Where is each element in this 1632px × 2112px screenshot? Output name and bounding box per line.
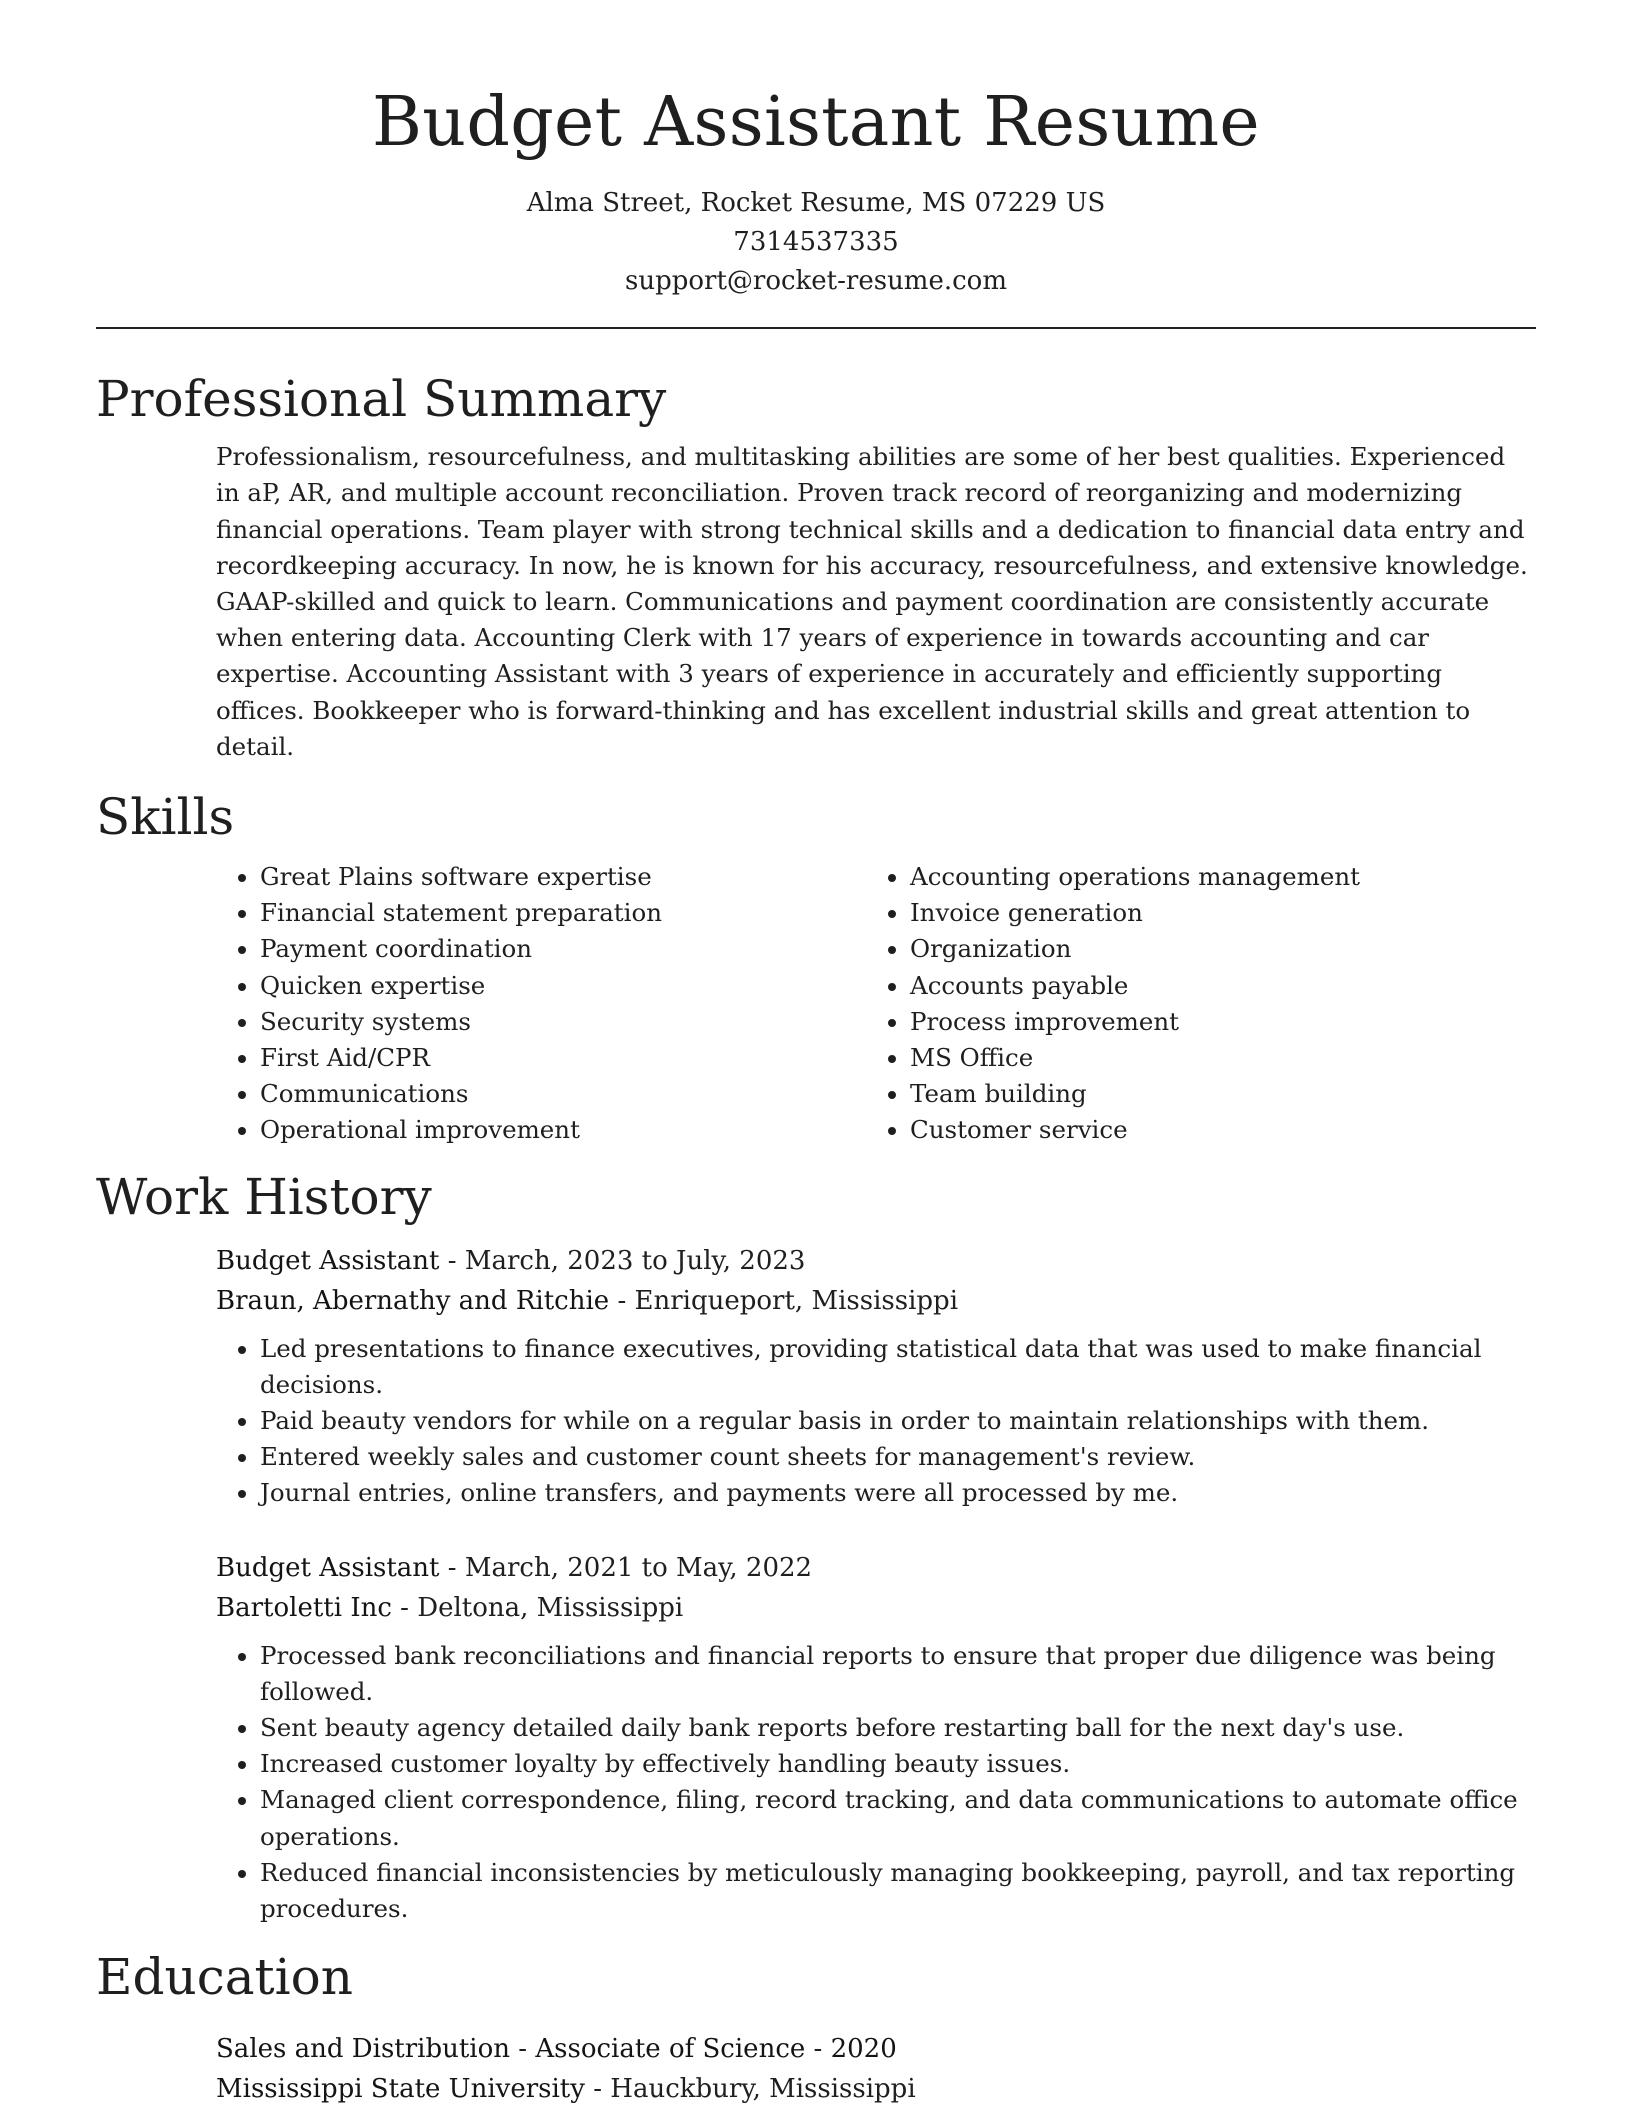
edu-year: 2020 xyxy=(830,2034,897,2065)
skill-item: • Invoice generation xyxy=(910,895,1516,931)
job-title-line xyxy=(216,1241,1536,1281)
duty-item: • Reduced financial inconsistencies by meticulously managing bookkeeping, payroll, and tax reporting procedures. xyxy=(260,1855,1536,1927)
job-company-line xyxy=(216,1588,1536,1628)
edu-field: Sales and Distribution xyxy=(216,2034,511,2065)
separator: - xyxy=(447,1552,465,1583)
resume-header xyxy=(96,0,1536,301)
separator: - xyxy=(593,2074,611,2105)
education-entry xyxy=(216,2029,1536,2109)
skill-item: • MS Office xyxy=(910,1040,1516,1076)
summary-heading: Professional Summary xyxy=(96,370,667,429)
education-heading: Education xyxy=(96,1948,353,2007)
job-duties xyxy=(216,1638,1536,1928)
job-title-line xyxy=(216,1548,1536,1588)
duty-item: • Processed bank reconciliations and financial reports to ensure that proper due diligence was being followed. xyxy=(260,1638,1536,1710)
degree-line xyxy=(216,2029,1536,2069)
job-entry xyxy=(216,1548,1536,1928)
skill-item: • Operational improvement xyxy=(260,1112,866,1148)
skills-column-left xyxy=(216,859,866,1149)
job-dates: March, 2021 to May, 2022 xyxy=(464,1552,813,1583)
job-company: Braun, Abernathy and Ritchie xyxy=(216,1285,610,1316)
skill-item: • Communications xyxy=(260,1076,866,1112)
skill-item: • Accounts payable xyxy=(910,968,1516,1004)
job-location: Enriqueport, Mississippi xyxy=(634,1285,959,1316)
school-line xyxy=(216,2069,1536,2109)
email: support@rocket-resume.com xyxy=(624,266,1007,297)
work-history-heading: Work History xyxy=(96,1167,432,1226)
job-company: Bartoletti Inc xyxy=(216,1592,392,1623)
skill-item: • Organization xyxy=(910,931,1516,967)
duty-item: • Led presentations to finance executives, providing statistical data that was used to make financial decisions. xyxy=(260,1331,1536,1403)
skill-item: • Customer service xyxy=(910,1112,1516,1148)
skills-column-right xyxy=(866,859,1516,1149)
job-company-line xyxy=(216,1281,1536,1321)
duty-item: • Managed client correspondence, filing, record tracking, and data communications to automate office operations. xyxy=(260,1782,1536,1854)
separator: - xyxy=(447,1245,465,1276)
duty-item: • Journal entries, online transfers, and payments were all processed by me. xyxy=(260,1475,1536,1511)
edu-degree: Associate of Science xyxy=(535,2034,806,2065)
summary-text: Professionalism, resourcefulness, and multitasking abilities are some of her best qualities. Experienced in aP, AR, and multiple account reconciliation. Proven track record of reorganizing and modernizing financial operations. Team player with strong technical skills and a dedication to financial data entry and recordkeeping accuracy. In now, he is known for his accuracy, resourcefulness, and extensive knowledge. GAAP-skilled and quick to learn. Communications and payment coordination are consistently accurate when entering data. Accounting Clerk with 17 years of experience in towards accounting and car expertise. Accounting Assistant with 3 years of experience in accurately and efficiently supporting offices. Bookkeeper who is forward-thinking and has excellent industrial skills and great attention to detail. xyxy=(216,442,1528,761)
separator: - xyxy=(617,1285,635,1316)
skills-list xyxy=(96,859,1536,1149)
separator: - xyxy=(400,1592,418,1623)
skill-item: • Great Plains software expertise xyxy=(260,859,866,895)
edu-school: Mississippi State University xyxy=(216,2074,585,2105)
duty-item: • Entered weekly sales and customer count sheets for management's review. xyxy=(260,1439,1536,1475)
skill-item: • Payment coordination xyxy=(260,931,866,967)
job-location: Deltona, Mississippi xyxy=(417,1592,684,1623)
skill-item: • Security systems xyxy=(260,1004,866,1040)
phone: 7314537335 xyxy=(733,227,899,258)
separator: - xyxy=(518,2034,536,2065)
duty-item: • Sent beauty agency detailed daily bank reports before restarting ball for the next day's use. xyxy=(260,1710,1536,1746)
skill-item: • Quicken expertise xyxy=(260,968,866,1004)
address: Alma Street, Rocket Resume, MS 07229 US xyxy=(526,188,1106,219)
job-dates: March, 2023 to July, 2023 xyxy=(464,1245,806,1276)
edu-location: Hauckbury, Mississippi xyxy=(610,2074,916,2105)
job-duties xyxy=(216,1331,1536,1512)
skill-item: • Process improvement xyxy=(910,1004,1516,1040)
skill-item: • Financial statement preparation xyxy=(260,895,866,931)
duty-item: • Increased customer loyalty by effectively handling beauty issues. xyxy=(260,1746,1536,1782)
skills-heading: Skills xyxy=(96,788,235,847)
skill-item: • First Aid/CPR xyxy=(260,1040,866,1076)
skill-item: • Team building xyxy=(910,1076,1516,1112)
job-entry xyxy=(216,1241,1536,1512)
header-divider xyxy=(96,327,1536,329)
job-role: Budget Assistant xyxy=(216,1552,440,1583)
contact-info xyxy=(96,184,1536,301)
separator: - xyxy=(813,2034,831,2065)
job-role: Budget Assistant xyxy=(216,1245,440,1276)
skill-item: • Accounting operations management xyxy=(910,859,1516,895)
resume-title: Budget Assistant Resume xyxy=(372,83,1260,162)
duty-item: • Paid beauty vendors for while on a regular basis in order to maintain relationships with them. xyxy=(260,1403,1536,1439)
